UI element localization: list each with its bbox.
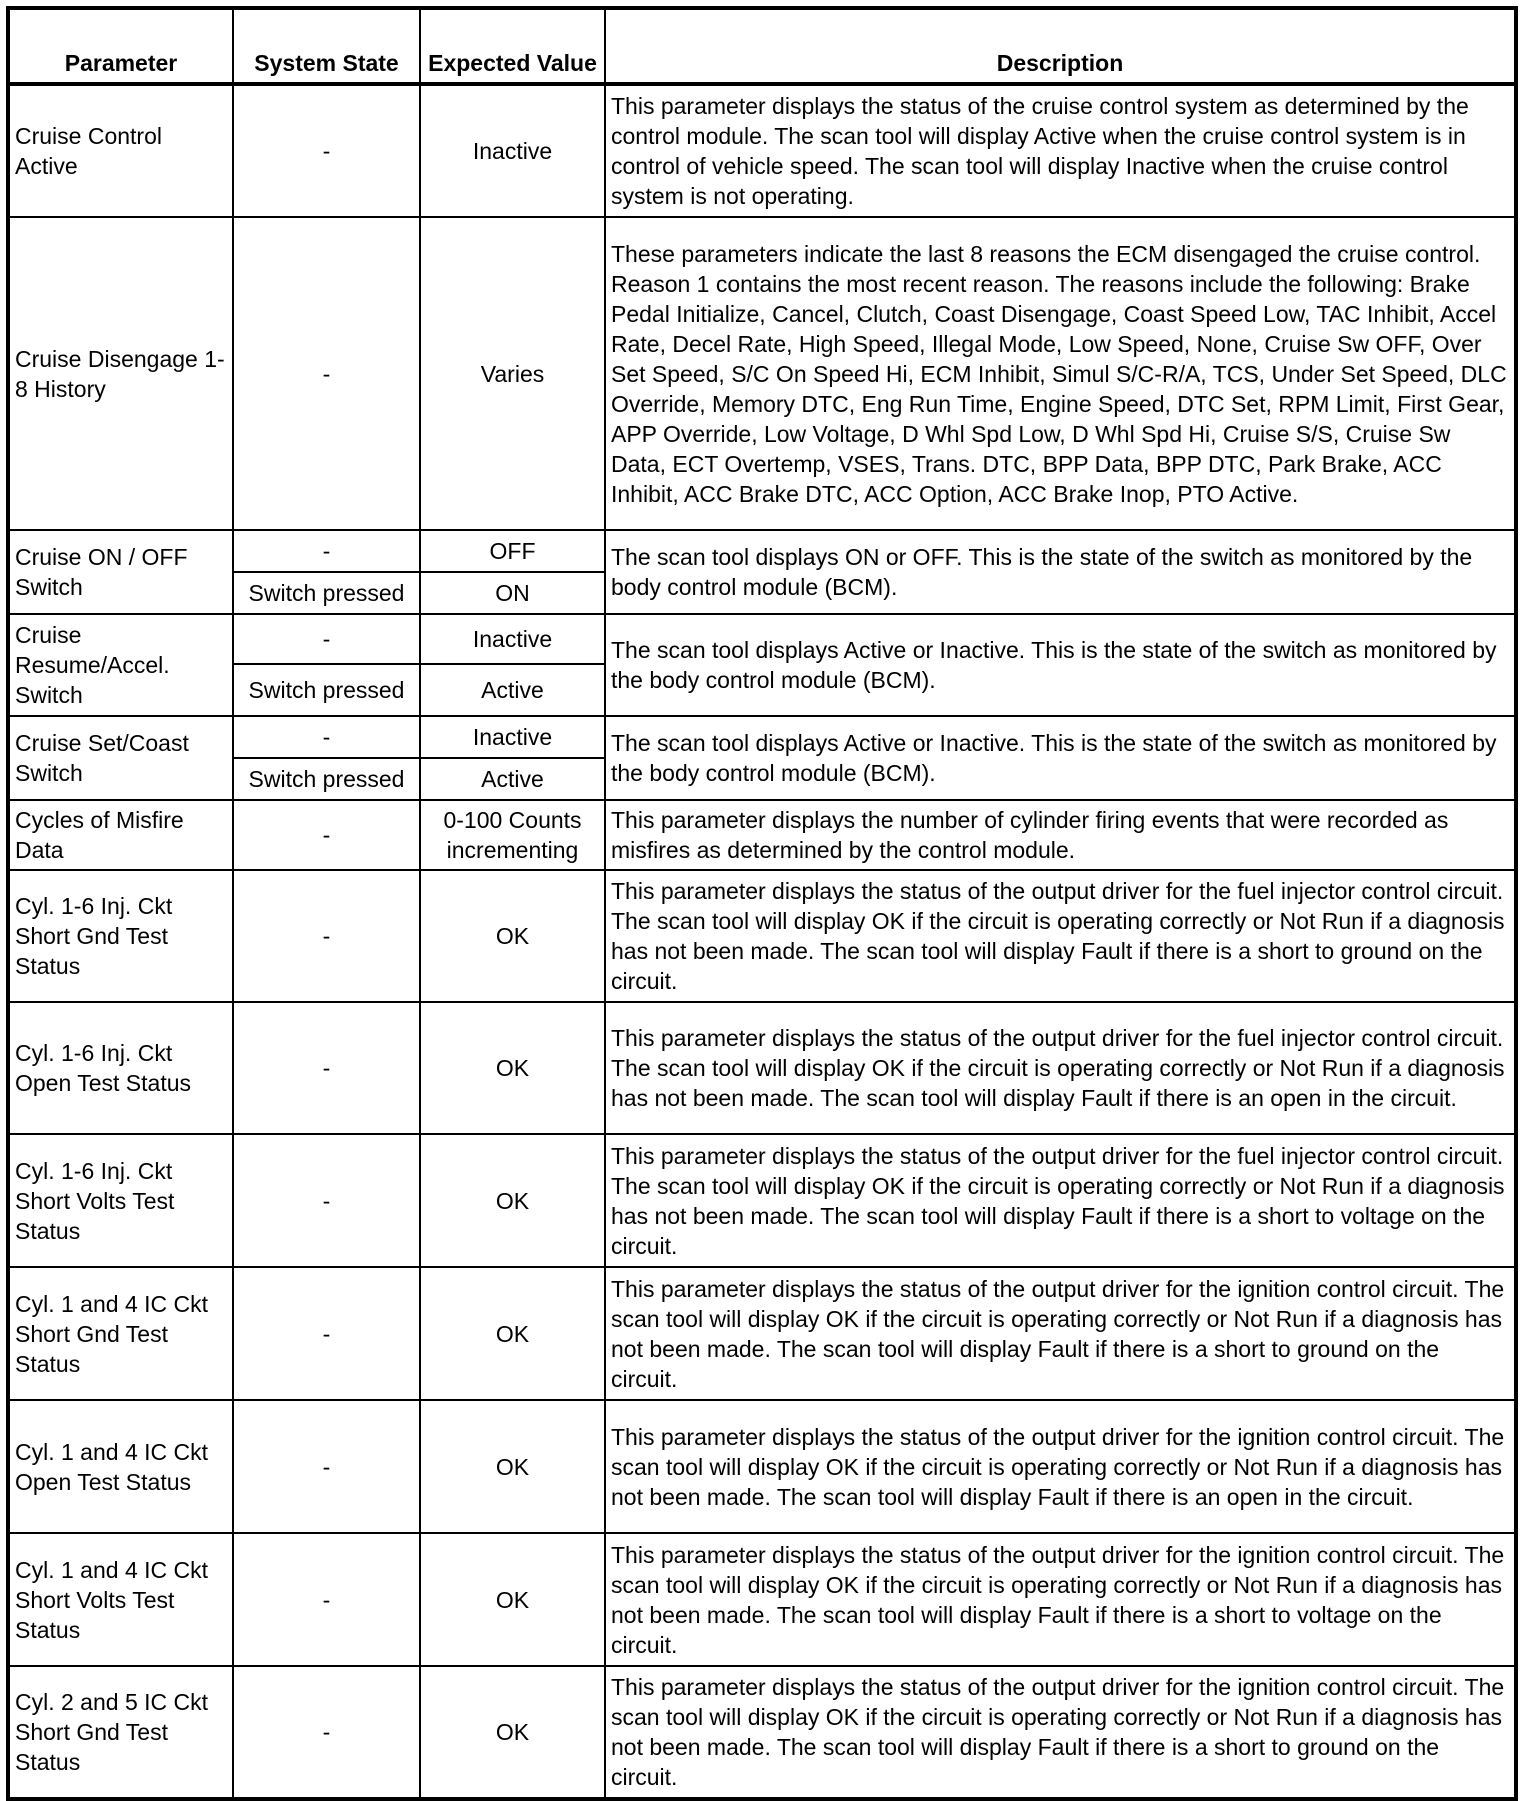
expected-value-cell: 0-100 Counts incrementing [420,800,605,870]
parameter-cell: Cyl. 2 and 5 IC Ckt Short Gnd Test Status [8,1666,233,1799]
expected-value-cell: OFF [420,530,605,572]
header-expected-value: Expected Value [420,8,605,84]
expected-value-cell: OK [420,1134,605,1267]
table-row [8,530,1516,572]
header-system-state: System State [233,8,420,84]
table-row [8,716,1516,758]
table-row [8,1533,1516,1666]
table-row [8,800,1516,870]
parameter-cell: Cruise Resume/Accel. Switch [8,614,233,716]
system-state-cell: - [233,870,420,1002]
parameter-cell: Cyl. 1 and 4 IC Ckt Short Gnd Test Status [8,1267,233,1400]
description-cell: This parameter displays the number of cylinder firing events that were recorded as misfires as determined by the control module. [605,800,1516,870]
description-cell: This parameter displays the status of the cruise control system as determined by the control module. The scan tool will display Active when the cruise control system is in control of vehicle speed. The scan tool will display Inactive when the cruise control system is not operating. [605,84,1516,217]
parameter-cell: Cruise Control Active [8,84,233,217]
table-row [8,1666,1516,1799]
parameter-cell: Cyl. 1-6 Inj. Ckt Short Volts Test Status [8,1134,233,1267]
system-state-cell: - [233,800,420,870]
table-row [8,870,1516,1002]
parameter-cell: Cyl. 1-6 Inj. Ckt Short Gnd Test Status [8,870,233,1002]
description-cell: This parameter displays the status of the output driver for the fuel injector control circuit. The scan tool will display OK if the circuit is operating correctly or Not Run if a diagnosis has not been made. The scan tool will display Fault if there is an open in the circuit. [605,1002,1516,1134]
system-state-cell: - [233,1002,420,1134]
system-state-cell: - [233,1400,420,1533]
parameter-cell: Cruise ON / OFF Switch [8,530,233,614]
expected-value-cell: Inactive [420,84,605,217]
expected-value-cell: OK [420,1400,605,1533]
parameter-cell: Cycles of Misfire Data [8,800,233,870]
table-row [8,84,1516,217]
scan-tool-parameter-table [6,6,1518,1801]
expected-value-cell: Active [420,758,605,800]
description-cell: These parameters indicate the last 8 reasons the ECM disengaged the cruise control. Reason 1 contains the most recent reason. The reasons include the following: Brake Pedal Initialize, Cancel, Clutch, Coast Disengage, Coast Speed Low, TAC Inhibit, Accel Rate, Decel Rate, High Speed, Illegal Mode, Low Speed, None, Cruise Sw OFF, Over Set Speed, S/C On Speed Hi, ECM Inhibit, Simul S/C-R/A, TCS, Under Set Speed, DLC Override, Memory DTC, Eng Run Time, Engine Speed, DTC Set, RPM Limit, First Gear, APP Override, Low Voltage, D Whl Spd Low, D Whl Spd Hi, Cruise S/S, Cruise Sw Data, ECT Overtemp, VSES, Trans. DTC, BPP Data, BPP DTC, Park Brake, ACC Inhibit, ACC Brake DTC, ACC Option, ACC Brake Inop, PTO Active. [605,217,1516,530]
system-state-cell: - [233,84,420,217]
table-row [8,217,1516,530]
parameter-cell: Cruise Disengage 1-8 History [8,217,233,530]
system-state-cell: - [233,614,420,664]
expected-value-cell: OK [420,1267,605,1400]
expected-value-cell: Varies [420,217,605,530]
system-state-cell: - [233,1533,420,1666]
system-state-cell: - [233,1267,420,1400]
description-cell: The scan tool displays ON or OFF. This is the state of the switch as monitored by the body control module (BCM). [605,530,1516,614]
table-row [8,1002,1516,1134]
system-state-cell: - [233,1134,420,1267]
header-row [8,8,1516,84]
system-state-cell: - [233,1666,420,1799]
header-description: Description [605,8,1516,84]
expected-value-cell: Inactive [420,614,605,664]
expected-value-cell: OK [420,1533,605,1666]
description-cell: The scan tool displays Active or Inactive. This is the state of the switch as monitored by the body control module (BCM). [605,614,1516,716]
system-state-cell: Switch pressed [233,758,420,800]
parameter-cell: Cruise Set/Coast Switch [8,716,233,800]
table-row [8,1134,1516,1267]
system-state-cell: Switch pressed [233,572,420,614]
description-cell: This parameter displays the status of the output driver for the ignition control circuit. The scan tool will display OK if the circuit is operating correctly or Not Run if a diagnosis has not been made. The scan tool will display Fault if there is a short to ground on the circuit. [605,1666,1516,1799]
description-cell: This parameter displays the status of the output driver for the ignition control circuit. The scan tool will display OK if the circuit is operating correctly or Not Run if a diagnosis has not been made. The scan tool will display Fault if there is a short to voltage on the circuit. [605,1533,1516,1666]
expected-value-cell: ON [420,572,605,614]
parameter-cell: Cyl. 1 and 4 IC Ckt Short Volts Test Status [8,1533,233,1666]
expected-value-cell: OK [420,1002,605,1134]
description-cell: This parameter displays the status of the output driver for the ignition control circuit. The scan tool will display OK if the circuit is operating correctly or Not Run if a diagnosis has not been made. The scan tool will display Fault if there is an open in the circuit. [605,1400,1516,1533]
system-state-cell: Switch pressed [233,664,420,716]
system-state-cell: - [233,716,420,758]
description-cell: The scan tool displays Active or Inactive. This is the state of the switch as monitored by the body control module (BCM). [605,716,1516,800]
parameter-cell: Cyl. 1 and 4 IC Ckt Open Test Status [8,1400,233,1533]
header-parameter: Parameter [8,8,233,84]
description-cell: This parameter displays the status of the output driver for the fuel injector control circuit. The scan tool will display OK if the circuit is operating correctly or Not Run if a diagnosis has not been made. The scan tool will display Fault if there is a short to voltage on the circuit. [605,1134,1516,1267]
expected-value-cell: Active [420,664,605,716]
table-row [8,1400,1516,1533]
description-cell: This parameter displays the status of the output driver for the fuel injector control circuit. The scan tool will display OK if the circuit is operating correctly or Not Run if a diagnosis has not been made. The scan tool will display Fault if there is a short to ground on the circuit. [605,870,1516,1002]
table-row [8,1267,1516,1400]
expected-value-cell: Inactive [420,716,605,758]
system-state-cell: - [233,530,420,572]
expected-value-cell: OK [420,1666,605,1799]
expected-value-cell: OK [420,870,605,1002]
description-cell: This parameter displays the status of the output driver for the ignition control circuit. The scan tool will display OK if the circuit is operating correctly or Not Run if a diagnosis has not been made. The scan tool will display Fault if there is a short to ground on the circuit. [605,1267,1516,1400]
table-row [8,614,1516,664]
system-state-cell: - [233,217,420,530]
parameter-cell: Cyl. 1-6 Inj. Ckt Open Test Status [8,1002,233,1134]
